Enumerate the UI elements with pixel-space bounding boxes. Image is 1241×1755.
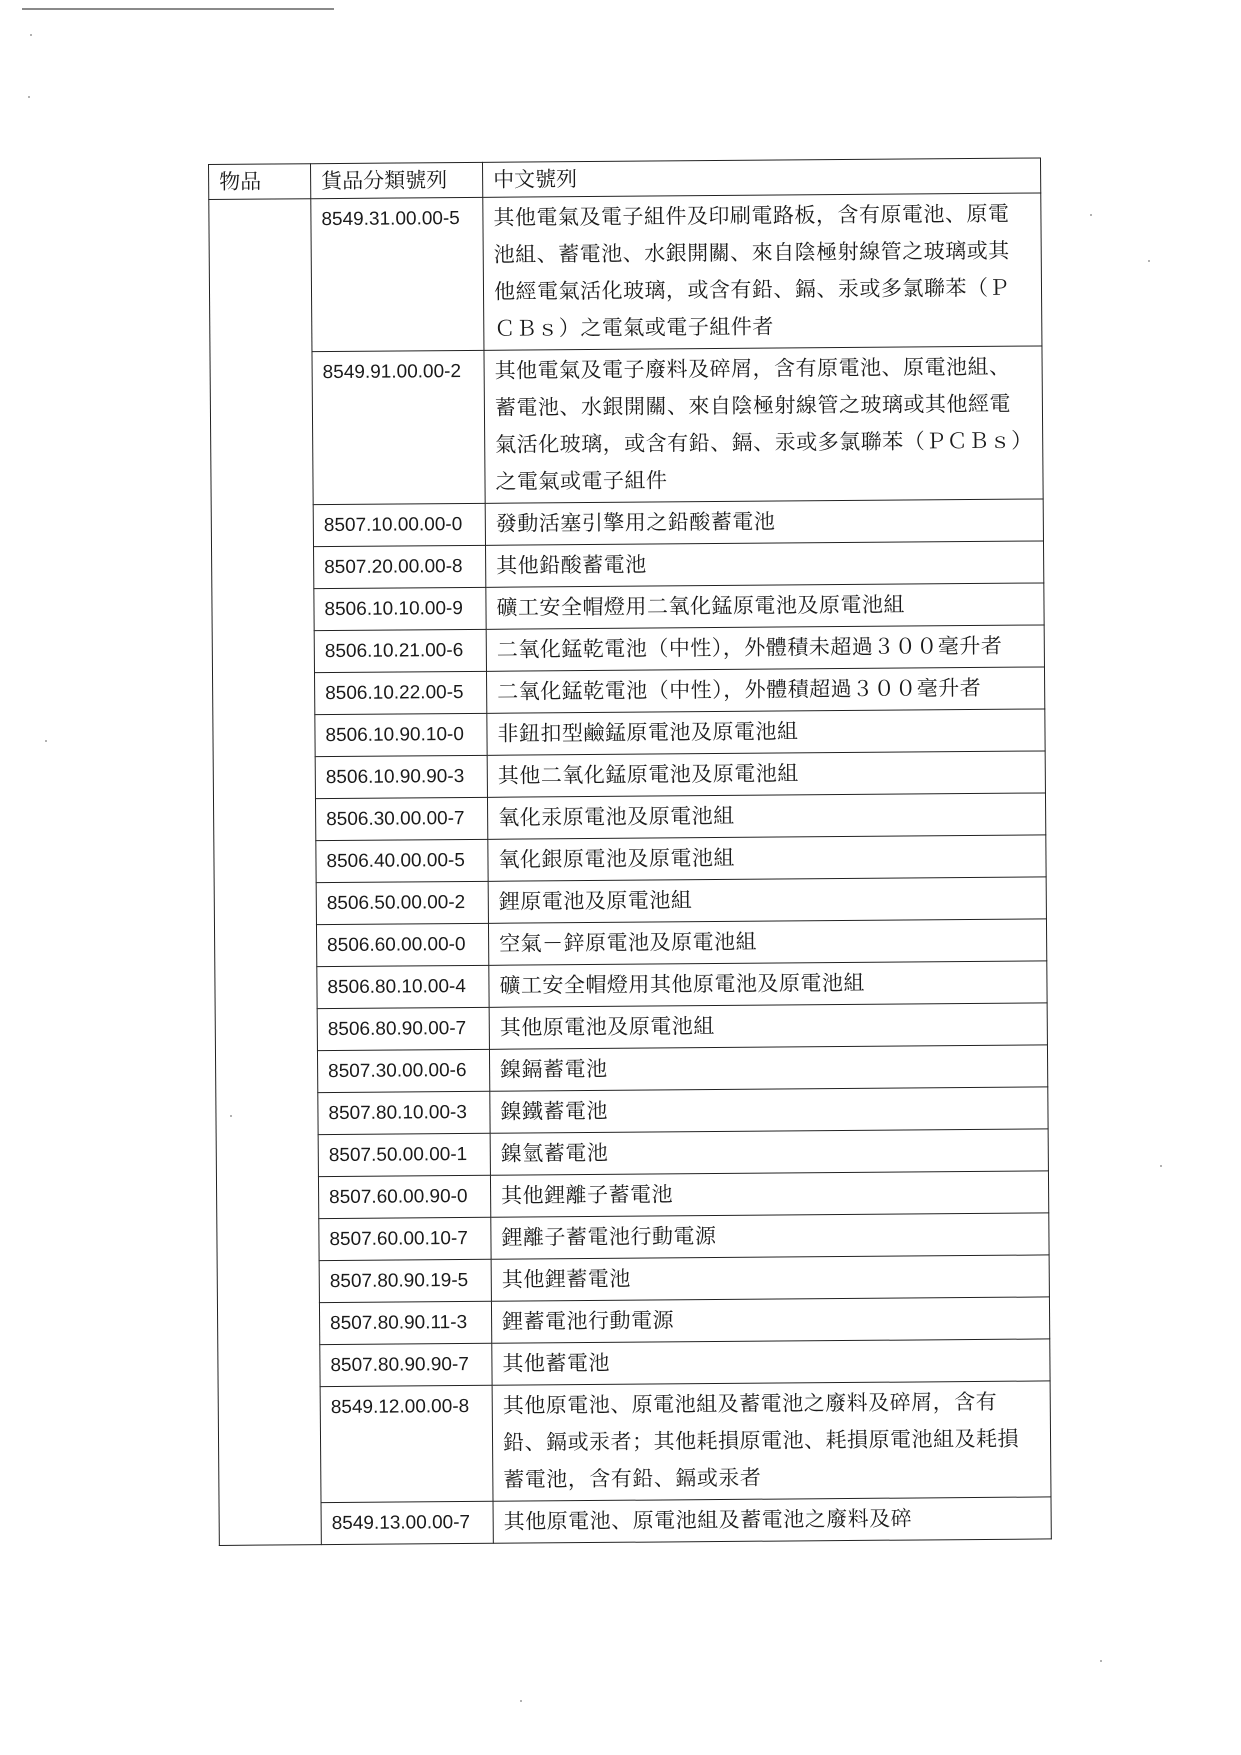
top-scan-rule bbox=[22, 8, 334, 10]
table-row bbox=[218, 1381, 1051, 1504]
code-cell: 8507.80.90.90-7 bbox=[320, 1343, 492, 1386]
table-row bbox=[210, 346, 1043, 506]
code-cell: 8507.20.00.00-8 bbox=[314, 545, 486, 588]
header-code: 貨品分類號列 bbox=[311, 162, 483, 198]
table-body bbox=[209, 193, 1052, 1545]
name-cell: 其他電氣及電子廢料及碎屑，含有原電池、原電池組、蓄電池、水銀開關、來自陰極射線管之玻璃或其他經電氣活化玻璃，或含有鉛、鎘、汞或多氯聯苯（ＰＣＢｓ）之電氣或電子組件 bbox=[484, 346, 1043, 503]
table-row bbox=[213, 751, 1045, 800]
code-cell: 8507.80.90.11-3 bbox=[319, 1301, 491, 1344]
header-chinese-name: 中文號列 bbox=[482, 158, 1040, 197]
code-cell: 8507.30.00.00-6 bbox=[317, 1049, 489, 1092]
table-row bbox=[217, 1255, 1049, 1304]
table-row bbox=[212, 625, 1044, 674]
name-cell: 鋰原電池及原電池組 bbox=[488, 877, 1046, 923]
name-cell: 其他電氣及電子組件及印刷電路板，含有原電池、原電池組、蓄電池、水銀開關、來自陰極射線管之玻璃或其他經電氣活化玻璃，或含有鉛、鎘、汞或多氯聯苯（ＰＣＢｓ）之電氣或電子組件者 bbox=[483, 193, 1042, 350]
name-cell: 其他原電池及原電池組 bbox=[489, 1003, 1047, 1049]
name-cell: 發動活塞引擎用之鉛酸蓄電池 bbox=[485, 499, 1043, 545]
code-cell: 8549.12.00.00-8 bbox=[320, 1385, 493, 1502]
table-row bbox=[214, 877, 1046, 926]
item-cell bbox=[209, 199, 322, 1546]
table-row bbox=[212, 583, 1044, 632]
table-row bbox=[213, 709, 1045, 758]
table-row bbox=[212, 541, 1044, 590]
table-row bbox=[216, 1129, 1048, 1178]
code-cell: 8506.10.22.00-5 bbox=[314, 671, 486, 714]
scan-speck bbox=[30, 34, 32, 36]
scan-speck bbox=[1100, 1660, 1102, 1662]
code-cell: 8506.40.00.00-5 bbox=[316, 839, 488, 882]
code-cell: 8506.50.00.00-2 bbox=[316, 881, 488, 924]
table-row bbox=[216, 1087, 1048, 1136]
table-row bbox=[214, 835, 1046, 884]
table-row bbox=[213, 793, 1045, 842]
name-cell: 非鈕扣型鹼錳原電池及原電池組 bbox=[487, 709, 1045, 755]
name-cell: 鋰蓄電池行動電源 bbox=[491, 1297, 1049, 1343]
code-cell: 8506.60.00.00-0 bbox=[316, 923, 488, 966]
name-cell: 二氧化錳乾電池（中性），外體積超過３００毫升者 bbox=[486, 667, 1044, 713]
code-cell: 8506.10.10.00-9 bbox=[314, 587, 486, 630]
table-row bbox=[216, 1171, 1048, 1220]
table-row bbox=[214, 919, 1046, 968]
table-row bbox=[218, 1339, 1050, 1388]
code-cell: 8507.60.00.10-7 bbox=[319, 1217, 491, 1260]
code-cell: 8507.80.90.19-5 bbox=[319, 1259, 491, 1302]
table-row bbox=[209, 193, 1042, 353]
name-cell: 其他二氧化錳原電池及原電池組 bbox=[487, 751, 1045, 797]
code-cell: 8506.80.10.00-4 bbox=[317, 965, 489, 1008]
table-row bbox=[217, 1213, 1049, 1262]
name-cell: 其他蓄電池 bbox=[492, 1339, 1050, 1385]
code-cell: 8507.60.00.90-0 bbox=[318, 1175, 490, 1218]
scan-speck bbox=[1090, 214, 1092, 216]
name-cell: 其他鋰離子蓄電池 bbox=[490, 1171, 1048, 1217]
name-cell: 其他鋰蓄電池 bbox=[491, 1255, 1049, 1301]
scan-speck bbox=[520, 1700, 522, 1702]
code-cell: 8506.80.90.00-7 bbox=[317, 1007, 489, 1050]
scan-speck bbox=[28, 96, 30, 98]
name-cell: 鎳鐵蓄電池 bbox=[490, 1087, 1048, 1133]
name-cell: 礦工安全帽燈用二氧化錳原電池及原電池組 bbox=[486, 583, 1044, 629]
code-cell: 8507.10.00.00-0 bbox=[313, 503, 485, 546]
code-cell: 8549.91.00.00-2 bbox=[312, 350, 485, 504]
name-cell: 氧化汞原電池及原電池組 bbox=[487, 793, 1045, 839]
table-row bbox=[217, 1297, 1049, 1346]
name-cell: 二氧化錳乾電池（中性），外體積未超過３００毫升者 bbox=[486, 625, 1044, 671]
name-cell: 氧化銀原電池及原電池組 bbox=[488, 835, 1046, 881]
table-row bbox=[215, 1045, 1047, 1094]
code-cell: 8549.31.00.00-5 bbox=[311, 197, 484, 351]
table-row bbox=[219, 1497, 1051, 1546]
code-cell: 8506.10.21.00-6 bbox=[314, 629, 486, 672]
table-row bbox=[211, 499, 1043, 548]
name-cell: 其他原電池、原電池組及蓄電池之廢料及碎 bbox=[493, 1497, 1051, 1543]
code-cell: 8506.30.00.00-7 bbox=[315, 797, 487, 840]
name-cell: 鎳氫蓄電池 bbox=[490, 1129, 1048, 1175]
code-cell: 8507.80.10.00-3 bbox=[318, 1091, 490, 1134]
name-cell: 空氣－鋅原電池及原電池組 bbox=[488, 919, 1046, 965]
name-cell: 其他原電池、原電池組及蓄電池之廢料及碎屑，含有鉛、鎘或汞者；其他耗損原電池、耗損原電池組及耗損蓄電池，含有鉛、鎘或汞者 bbox=[492, 1381, 1051, 1501]
scan-speck bbox=[1160, 1165, 1162, 1167]
table-row bbox=[215, 1003, 1047, 1052]
header-item: 物品 bbox=[209, 164, 311, 200]
tariff-code-table bbox=[208, 157, 1052, 1545]
table-row bbox=[213, 667, 1045, 716]
code-cell: 8506.10.90.10-0 bbox=[315, 713, 487, 756]
name-cell: 鎳鎘蓄電池 bbox=[489, 1045, 1047, 1091]
name-cell: 鋰離子蓄電池行動電源 bbox=[491, 1213, 1049, 1259]
code-cell: 8507.50.00.00-1 bbox=[318, 1133, 490, 1176]
name-cell: 其他鉛酸蓄電池 bbox=[486, 541, 1044, 587]
name-cell: 礦工安全帽燈用其他原電池及原電池組 bbox=[489, 961, 1047, 1007]
code-cell: 8549.13.00.00-7 bbox=[321, 1501, 493, 1544]
scan-speck bbox=[45, 740, 47, 742]
table-row bbox=[215, 961, 1047, 1010]
code-cell: 8506.10.90.90-3 bbox=[315, 755, 487, 798]
scan-speck bbox=[1148, 260, 1150, 262]
